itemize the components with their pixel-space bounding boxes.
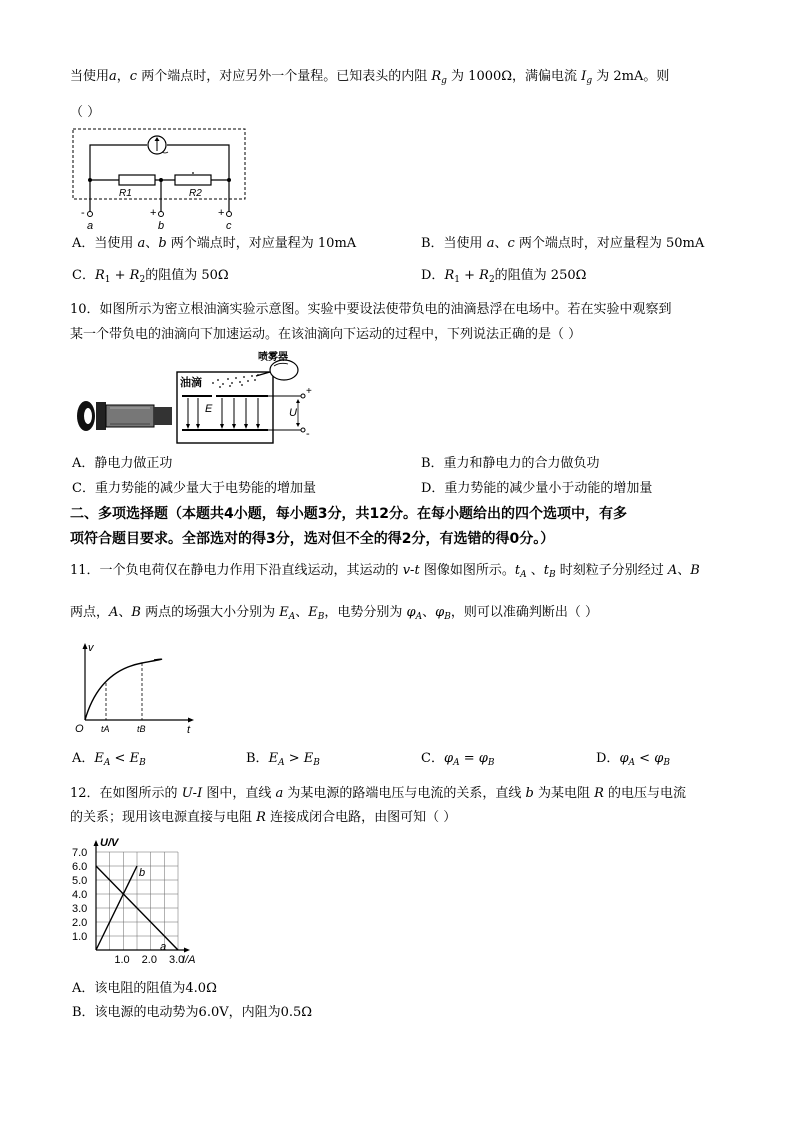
- q9-option-c[interactable]: C．$R_1 + R_2$的阻值为 50Ω: [72, 268, 229, 285]
- q11-stem-line1: 11．一个负电荷仅在静电力作用下沿直线运动，其运动的 v-t 图像如图所示。$t_A$ 、$t_B$ 时刻粒子分别经过 A、B: [70, 563, 700, 580]
- q9-terminal-c: [227, 212, 232, 217]
- y-tick-label: 5.0: [72, 875, 88, 887]
- q10-label-oil-drop: 油滴: [180, 377, 202, 389]
- q10-millikan-apparatus: [70, 350, 315, 450]
- q9-label-r2: R2: [189, 188, 202, 199]
- svg-text:tA: tA: [101, 724, 110, 734]
- q9-label-r1: R1: [119, 188, 132, 199]
- y-tick-label: 7.0: [72, 847, 88, 859]
- q9-resistor-r2: [175, 175, 211, 185]
- series-label-a: a: [160, 940, 167, 953]
- svg-text:c: c: [226, 220, 232, 232]
- q10-stem-line1: 10．如图所示为密立根油滴实验示意图。实验中要设法使带负电的油滴悬浮在电场中。若在实验中观察到: [70, 302, 672, 317]
- q9-option-a[interactable]: A．当使用 a、b 两个端点时，对应量程为 10mA: [72, 236, 357, 251]
- q11-option-d[interactable]: D．$\varphi_A < \varphi_B$: [596, 751, 670, 768]
- y-tick-label: 3.0: [72, 903, 88, 915]
- microscope-icon: [77, 401, 172, 431]
- x-tick-label: 2.0: [141, 954, 157, 966]
- x-axis-label: I/A: [182, 954, 196, 966]
- q10-option-a[interactable]: A．静电力做正功: [72, 456, 173, 471]
- svg-text:-: -: [306, 428, 310, 440]
- y-tick-label: 6.0: [72, 861, 88, 873]
- q12-ui-chart: [70, 838, 200, 968]
- x-axis-arrow: [184, 948, 190, 953]
- q11-option-b[interactable]: B．$E_A > E_B$: [246, 751, 320, 768]
- y-tick-label: 1.0: [72, 931, 88, 943]
- q11-vt-graph: [70, 640, 200, 735]
- x-tick-label: 3.0: [169, 954, 185, 966]
- q10-stem-line2: 某一个带负电的油滴向下加速运动。在该油滴向下运动的过程中，下列说法正确的是（ ）: [70, 327, 582, 342]
- q12-stem-line1: 12．在如图所示的 U-I 图中，直线 a 为某电源的路端电压与电流的关系，直线 b 为某电阻 R 的电压与电流: [70, 786, 687, 801]
- q9-ammeter-circuit: [72, 128, 247, 232]
- svg-text:b: b: [158, 220, 165, 232]
- q9-option-b[interactable]: B．当使用 a、c 两个端点时，对应量程为 50mA: [421, 236, 705, 251]
- section2-heading-line2: 项符合题目要求。全部选对的得3分，选对但不全的得2分，有选错的得0分。）: [70, 531, 555, 547]
- q10-option-b[interactable]: B．重力和静电力的合力做负功: [421, 456, 600, 471]
- q11-option-a[interactable]: A．$E_A < E_B$: [72, 751, 146, 768]
- q12-stem-line2: 的关系；现用该电源直接与电阻 R 连接成闭合电路，由图可知（ ）: [70, 810, 457, 825]
- y-axis-arrow: [94, 840, 99, 846]
- q11-vt-curve: [85, 659, 162, 720]
- svg-text:+: +: [218, 207, 225, 219]
- svg-text:tB: tB: [137, 724, 146, 734]
- q10-label-voltage: U: [289, 407, 297, 419]
- svg-text:+: +: [150, 207, 157, 219]
- q9-stem-line1: 当使用a，c 两个端点时，对应另外一个量程。已知表头的内阻 $R_g$ 为 1000Ω，满偏电流 $I_g$ 为 2mA。则: [70, 69, 670, 86]
- q11-stem-line2: 两点，A、B 两点的场强大小分别为 $E_A$、$E_B$，电势分别为 $\varphi_A$、$\varphi_B$，则可以准确判断出（ ）: [70, 605, 599, 622]
- q9-terminal-a: [88, 212, 93, 217]
- q9-option-d[interactable]: D．$R_1 + R_2$的阻值为 250Ω: [421, 268, 587, 285]
- svg-text:+: +: [306, 386, 312, 397]
- q9-terminal-b: [159, 212, 164, 217]
- x-tick-label: 1.0: [114, 954, 130, 966]
- q9-answer-paren: （ ）: [70, 105, 101, 120]
- y-axis-label: U/V: [100, 837, 119, 849]
- svg-text:v: v: [88, 642, 94, 654]
- y-tick-label: 2.0: [72, 917, 88, 929]
- svg-text:t: t: [187, 724, 191, 736]
- q10-label-field: E: [205, 403, 213, 415]
- q9-resistor-r1: [119, 175, 155, 185]
- y-tick-label: 4.0: [72, 889, 88, 901]
- series-label-b: b: [139, 867, 146, 879]
- section2-heading-line1: 二、多项选择题（本题共4小题，每小题3分，共12分。在每小题给出的四个选项中，有多: [70, 506, 627, 522]
- q12-option-a[interactable]: A．该电阻的阻值为4.0Ω: [72, 981, 217, 996]
- svg-text:-: -: [81, 207, 85, 219]
- galvanometer-icon: [148, 136, 168, 154]
- q10-option-d[interactable]: D．重力势能的减少量小于动能的增加量: [421, 481, 653, 496]
- q10-option-c[interactable]: C．重力势能的减少量大于电势能的增加量: [72, 481, 316, 496]
- q12-option-b[interactable]: B．该电源的电动势为6.0V，内阻为0.5Ω: [72, 1005, 313, 1020]
- svg-text:O: O: [75, 723, 84, 735]
- svg-text:a: a: [87, 220, 94, 232]
- q10-label-sprayer: 喷雾器: [258, 352, 288, 363]
- q11-option-c[interactable]: C．$\varphi_A = \varphi_B$: [421, 751, 495, 768]
